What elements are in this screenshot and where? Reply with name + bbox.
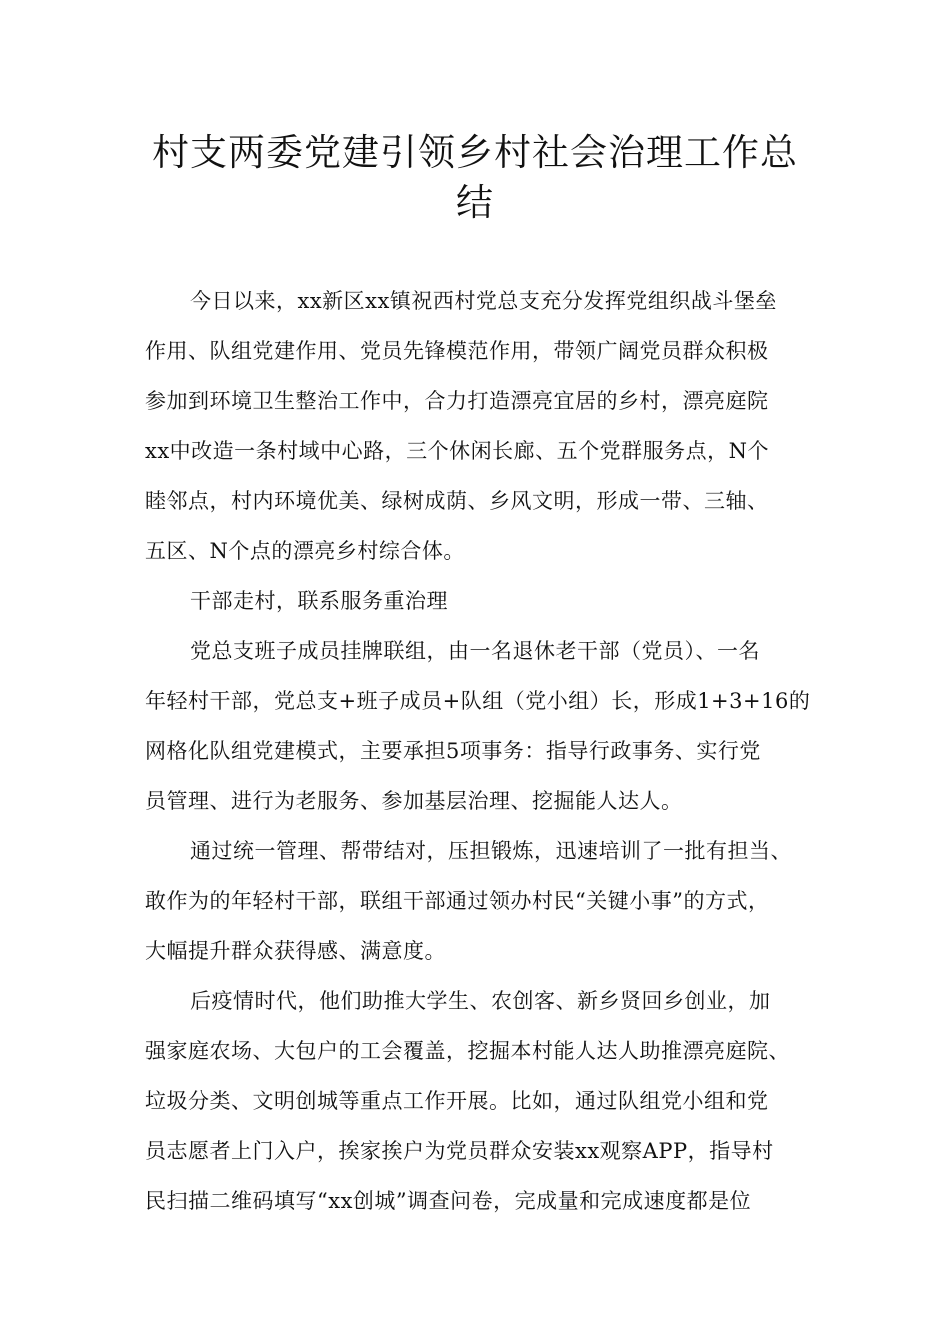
paragraph [145, 626, 817, 826]
paragraph [145, 976, 817, 1226]
text-line: 党总支班子成员挂牌联组，由一名退休老干部（党员）、一名 [190, 639, 760, 663]
text-line: 年轻村干部，党总支+班子成员+队组（党小组）长，形成1+3+16的 [145, 689, 811, 713]
text-line: 强家庭农场、大包户的工会覆盖，挖掘本村能人达人助推漂亮庭院、 [145, 1039, 790, 1063]
text-line: 员管理、进行为老服务、参加基层治理、挖掘能人达人。 [145, 789, 683, 813]
document-title [140, 128, 810, 228]
text-line: 网格化队组党建模式，主要承担5项事务：指导行政事务、实行党 [145, 739, 761, 763]
text-line: 五区、N个点的漂亮乡村综合体。 [145, 539, 465, 563]
text-line: 今日以来，xx新区xx镇祝西村党总支充分发挥党组织战斗堡垒 [190, 289, 777, 313]
text-line: 作用、队组党建作用、党员先锋模范作用，带领广阔党员群众积极 [145, 339, 769, 363]
text-line: 垃圾分类、文明创城等重点工作开展。比如，通过队组党小组和党 [145, 1089, 769, 1113]
title-line: 村支两委党建引领乡村社会治理工作总 [152, 131, 798, 174]
text-line: 干部走村，联系服务重治理 [190, 589, 448, 613]
text-line: 睦邻点，村内环境优美、绿树成荫、乡风文明，形成一带、三轴、 [145, 489, 769, 513]
paragraph [145, 826, 817, 976]
document-body [145, 276, 817, 1226]
text-line: 民扫描二维码填写“xx创城”调查问卷，完成量和完成速度都是位 [145, 1189, 752, 1213]
text-line: 敢作为的年轻村干部，联组干部通过领办村民“关键小事”的方式， [145, 889, 770, 913]
text-line: 员志愿者上门入户，挨家挨户为党员群众安装xx观察APP，指导村 [145, 1139, 774, 1163]
section-heading [145, 576, 817, 626]
text-line: 参加到环境卫生整治工作中，合力打造漂亮宜居的乡村，漂亮庭院 [145, 389, 769, 413]
text-line: 大幅提升群众获得感、满意度。 [145, 939, 446, 963]
text-line: 后疫情时代，他们助推大学生、农创客、新乡贤回乡创业，加 [190, 989, 771, 1013]
text-line: 通过统一管理、帮带结对，压担锻炼，迅速培训了一批有担当、 [190, 839, 792, 863]
title-line: 结 [456, 181, 494, 224]
text-line: xx中改造一条村域中心路，三个休闲长廊、五个党群服务点，N个 [145, 439, 770, 463]
paragraph [145, 276, 817, 576]
